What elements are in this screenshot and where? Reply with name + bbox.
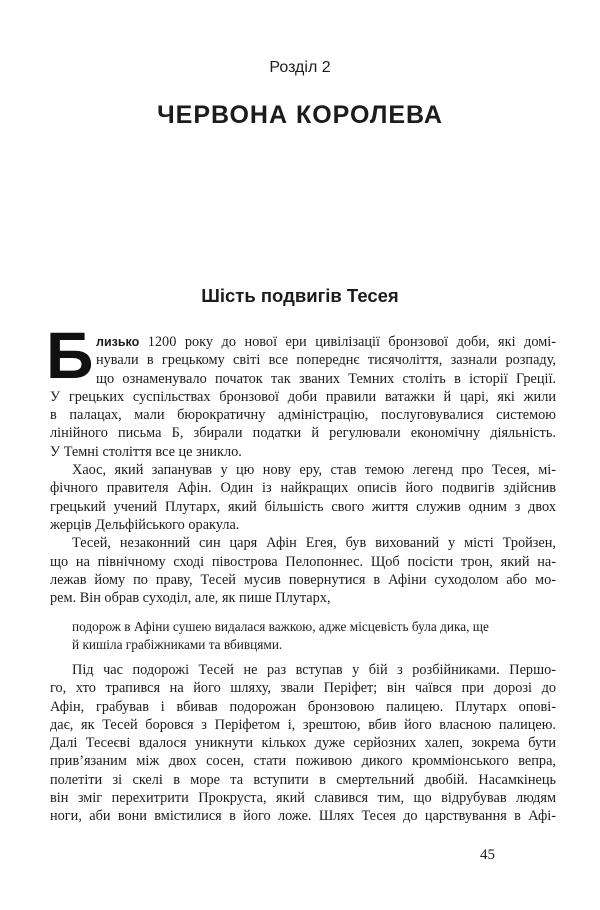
text-line: прив’язаним між двох сосен, стати поживою дикого кромміонського вепра,	[50, 753, 556, 770]
text-line: дає, як Тесей боровся з Періфетом і, зрештою, вбив його власною палицею.	[50, 716, 556, 733]
text-line: лежав йому по праву, Тесей мусив повернутися в Афіни суходолом або мо-	[50, 571, 556, 588]
paragraph-1	[50, 333, 556, 607]
text-line: Хаос, який запанував у цю нову еру, став темою легенд про Тесея, мі-	[72, 462, 556, 479]
chapter-label: Розділ 2	[269, 59, 331, 76]
text-line: грецький учений Плутарх, який більшість свого життя служив одним з двох	[50, 498, 556, 515]
block-quote	[72, 618, 512, 655]
text-line: Тесей, незаконний син царя Афін Егея, був вихований у місті Тройзен,	[72, 535, 556, 552]
text-line: фічного правителя Афін. Один із найкращих описів його подвигів здійснив	[50, 480, 556, 497]
lead-word: лизько	[96, 335, 140, 349]
paragraph-4	[50, 661, 556, 826]
text-line: в палацах, мали бюрократичну адміністрацію, послуговувалися системою	[50, 407, 556, 424]
quote-line: й кишіла грабіжниками та вбивцями.	[72, 637, 283, 653]
text-line: що на північному сході півострова Пелопоннес. Щоб посісти трон, який на-	[50, 553, 556, 570]
section-title: Шість подвигів Тесея	[201, 285, 399, 306]
text-line: полетіти зі скелі в море та вступити в смертельний двобій. Насамкінець	[50, 771, 556, 788]
quote-line: подорож в Афіни сушею видалася важкою, адже місцевість була дика, ще	[72, 619, 489, 634]
text-line: У Темні століття все це зникло.	[50, 443, 242, 460]
drop-cap: Б	[46, 318, 94, 392]
text-line: Під час подорожі Тесей не раз вступав у бій з розбійниками. Першо-	[72, 662, 556, 678]
text-line: Далі Тесеєві вдалося уникнути кількох дуже серйозних халеп, зокрема бути	[50, 735, 556, 752]
text-line: нували в грецькому світі все попереднє тисячоліття, зазнали розпаду,	[96, 352, 556, 369]
text-line	[50, 333, 556, 351]
text-line: що ознаменувало початок так званих Темних століть в історії Греції.	[96, 370, 556, 387]
text-line: лінійного письма Б, збирали податки й регулювали економічну діяльність.	[50, 425, 556, 442]
text-line: Афін, грабував і вбивав подорожан бронзовою палицею. Плутарх опові-	[50, 698, 556, 715]
text-line-content: 1200 року до нової ери цивілізації бронзової доби, які домі-	[139, 334, 556, 350]
text-line: У грецьких суспільствах бронзової доби правили ватажки й царі, які жили	[50, 388, 556, 405]
text-line: го, хто трапився на його шляху, звали Періфет; він чаївся при дорозі до	[50, 680, 556, 697]
page-number: 45	[480, 847, 495, 863]
text-line: він зміг перехитрити Прокруста, який славився тим, що відрубував людям	[50, 790, 556, 807]
chapter-title: ЧЕРВОНА КОРОЛЕВА	[157, 101, 443, 129]
text-line: рем. Він обрав суходіл, але, як пише Плутарх,	[50, 590, 331, 607]
text-line: жерців Дельфійського оракула.	[50, 516, 240, 533]
text-line: ноги, аби вони вмістилися в його ложе. Шлях Тесея до царствування в Афі-	[50, 808, 556, 825]
